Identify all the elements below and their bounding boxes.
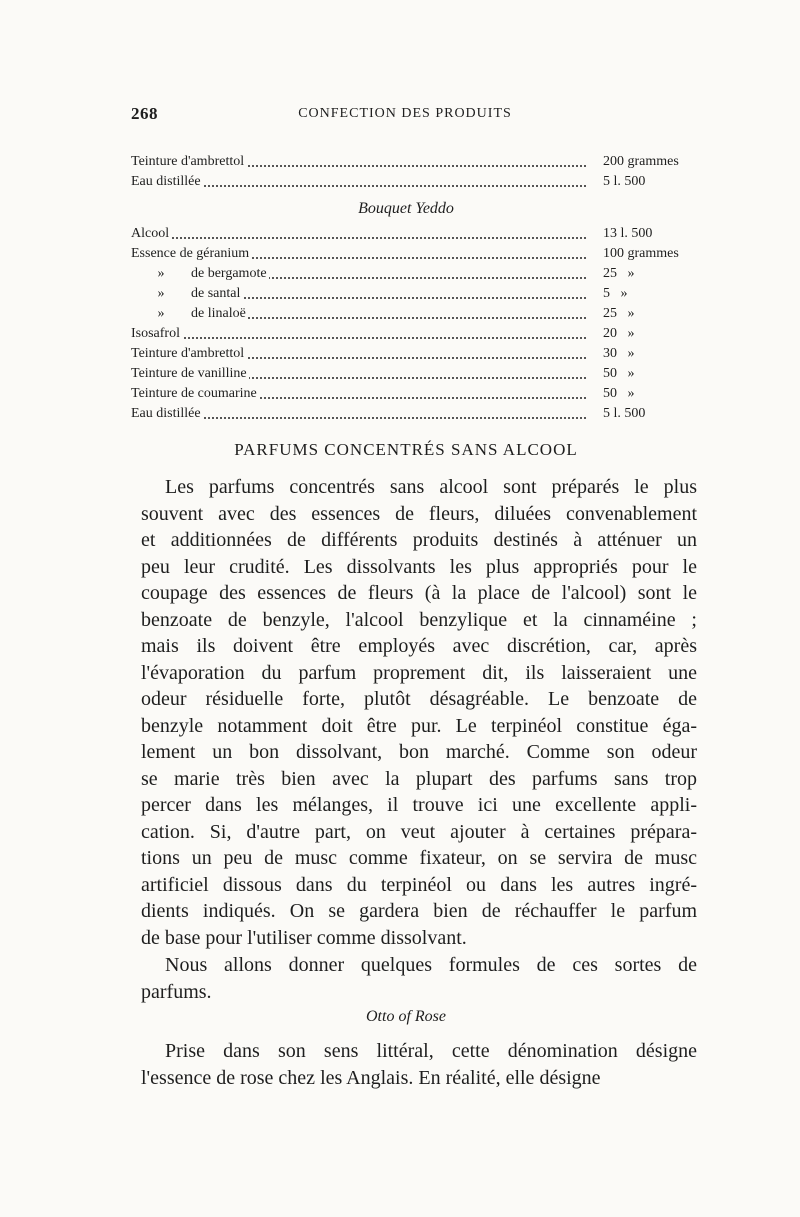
section-title: PARFUMS CONCENTRÉS SANS ALCOOL [234,440,578,459]
page-number: 268 [131,104,158,123]
ingredient-row [131,244,681,264]
text-line: de base pour l'utiliser comme dissolvant. [141,926,467,949]
ingredient-name [131,224,586,244]
text-line: se marie très bien avec la plupart des parfums sans trop [141,767,697,790]
text-line: l'essence de rose chez les Anglais. En réalité, elle désigne [141,1066,601,1089]
ingredient-row [131,344,681,364]
text-line: cation. Si, d'autre part, on veut ajouter à certaines prépara- [141,820,697,843]
ingredient-quantity: 5 l. 500 [603,406,646,421]
ingredient-quantity: 25 » [603,266,635,281]
text-line: souvent avec des essences de fleurs, diluées convenablement [141,502,697,525]
ingredient-label: Teinture de coumarine [131,386,257,401]
ingredient-label: Teinture d'ambrettol [131,346,245,361]
text-line: l'évaporation du parfum proprement dit, ils laisseraient une [141,661,697,684]
ditto-mark: » [157,286,165,301]
ingredient-quantity: 20 » [603,326,635,341]
ingredient-quantity: 25 » [603,306,635,321]
ingredient-name [131,384,586,404]
ingredient-name [131,264,586,284]
ingredient-quantity: 30 » [603,346,635,361]
text-line: benzoate de benzyle, l'alcool benzylique et la cinnaméine ; [141,608,697,631]
text-line: Prise dans son sens littéral, cette dénomination désigne [165,1040,697,1062]
ingredient-row [131,324,681,344]
ingredient-name [131,324,586,344]
ingredient-label: de linaloë [191,306,246,321]
recipe-title: Bouquet Yeddo [358,200,454,217]
text-line: et additionnées de différents produits destinés à atténuer un [141,529,697,551]
ingredient-row [131,304,681,324]
ingredient-name [131,304,586,324]
ingredient-name [131,364,586,384]
text-line: dients indiqués. On se gardera bien de réchauffer le parfum [141,900,697,922]
text-line: Nous allons donner quelques formules de ces sortes de [165,954,697,976]
paragraph-2 [141,952,697,1005]
ingredient-label: de santal [191,286,241,301]
paragraph-3 [141,1038,697,1091]
ingredient-label: Essence de géranium [131,246,250,261]
subtitle-otto-of-rose: Otto of Rose [366,1008,446,1025]
ingredient-name [131,344,586,364]
ingredient-quantity: 50 » [603,366,635,381]
ingredient-row [131,364,681,384]
text-line: benzyle notamment doit être pur. Le terpinéol constitue éga- [141,714,697,737]
text-line: Les parfums concentrés sans alcool sont préparés le plus [165,476,697,498]
ditto-mark: » [157,306,165,321]
ingredients-table-1 [131,152,681,192]
ingredient-name [131,244,586,264]
ingredient-name [131,404,586,424]
text-line: lement un bon dissolvant, bon marché. Comme son odeur [141,741,697,763]
ingredient-name [131,152,586,172]
ingredient-row [131,152,681,172]
ingredient-label: Eau distillée [131,406,201,421]
ingredient-row [131,404,681,424]
page-header [131,104,679,128]
ingredient-row [131,284,681,304]
ingredient-quantity: 5 » [603,286,628,301]
ingredient-label: Eau distillée [131,174,201,189]
text-line: odeur résiduelle forte, plutôt désagréable. Le benzoate de [141,688,697,710]
ingredient-row [131,224,681,244]
ingredient-quantity: 100 grammes [603,246,679,261]
ingredient-label: Alcool [131,226,170,241]
text-line: mais ils doivent être employés avec discrétion, car, après [141,635,697,657]
ingredient-row [131,384,681,404]
paragraph-1 [141,474,697,951]
ingredient-name [131,284,586,304]
ingredient-quantity: 13 l. 500 [603,226,653,241]
ingredient-row [131,172,681,192]
running-title: CONFECTION DES PRODUITS [298,106,512,121]
text-line: artificiel dissous dans du terpinéol ou dans les autres ingré- [141,873,697,896]
ingredient-label: Teinture de vanilline [131,366,247,381]
text-line: coupage des essences de fleurs (à la place de l'alcool) sont le [141,582,697,604]
ingredient-label: Teinture d'ambrettol [131,154,245,169]
ingredient-name [131,172,586,192]
text-line: percer dans les mélanges, il trouve ici une excellente appli- [141,794,697,816]
text-line: parfums. [141,980,212,1003]
ingredient-quantity: 5 l. 500 [603,174,646,189]
ingredient-row [131,264,681,284]
ingredient-label: Isosafrol [131,326,180,341]
ingredient-label: de bergamote [191,266,267,281]
ingredient-quantity: 50 » [603,386,635,401]
ingredient-quantity: 200 grammes [603,154,679,169]
ditto-mark: » [157,266,165,281]
ingredients-table-2 [131,224,681,424]
text-line: peu leur crudité. Les dissolvants les plus appropriés pour le [141,555,697,578]
text-line: tions un peu de musc comme fixateur, on se servira de musc [141,847,697,869]
